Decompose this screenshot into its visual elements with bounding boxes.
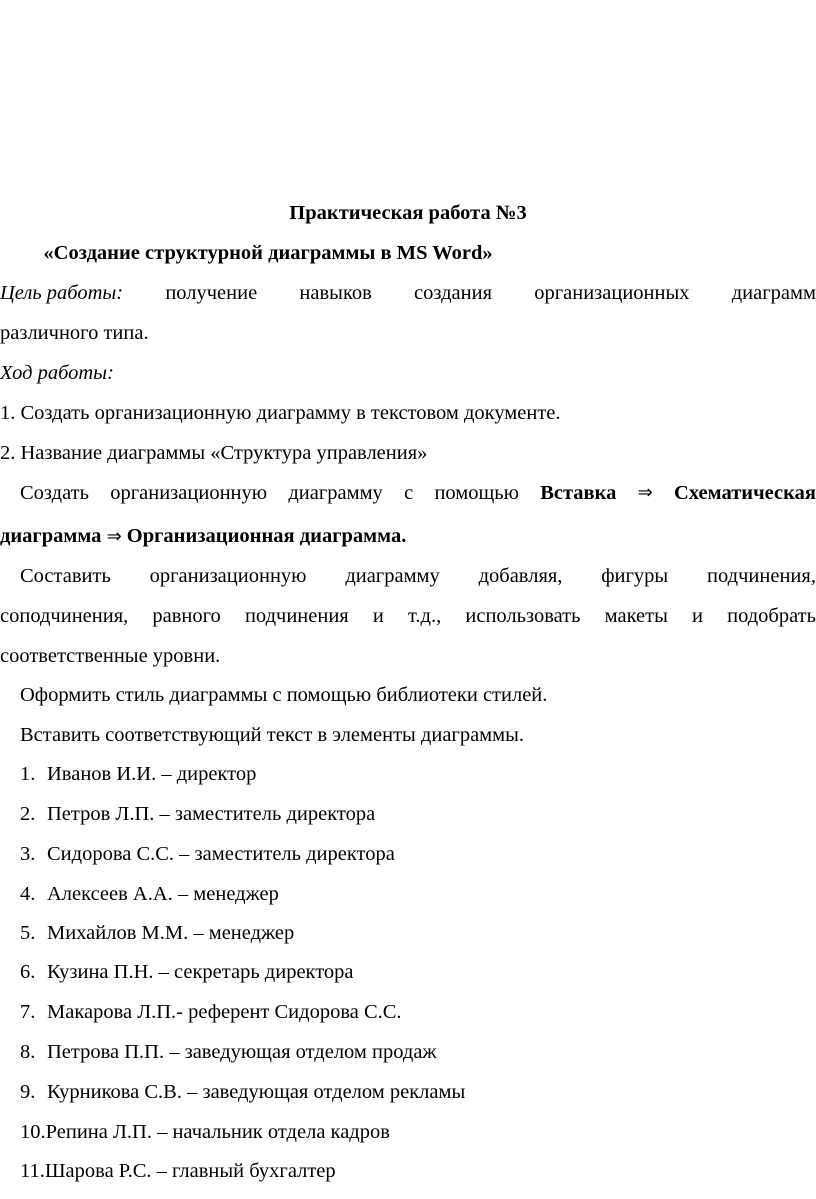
goal-word: навыков	[299, 282, 372, 304]
para2-word: подобрать	[727, 605, 816, 627]
list-text: Сидорова С.С. – заместитель директора	[47, 843, 395, 865]
list-text: Михайлов М.М. – менеджер	[47, 922, 295, 944]
list-text: Петров Л.П. – заместитель директора	[47, 803, 376, 825]
list-text: Кузина П.Н. – секретарь директора	[47, 961, 354, 983]
list-number: 8.	[20, 1041, 36, 1063]
goal-word: создания	[414, 282, 492, 304]
list-item	[20, 957, 354, 987]
list-item	[20, 1077, 465, 1107]
list-text: Иванов И.И. – директор	[47, 763, 257, 785]
list-number: 9.	[20, 1081, 36, 1103]
list-item	[20, 879, 279, 909]
list-number: 10.	[20, 1121, 46, 1143]
goal-line-1	[0, 278, 816, 308]
list-number: 2.	[20, 803, 36, 825]
list-text: Макарова Л.П.- референт Сидорова С.С.	[47, 1001, 402, 1023]
goal-label: Цель работы:	[0, 282, 124, 304]
list-number: 6.	[20, 961, 36, 983]
para4: Вставить соответствующий текст в элементы диаграммы.	[20, 724, 525, 746]
para2-word: и	[692, 605, 703, 627]
para1-word: Создать	[20, 482, 89, 504]
para2-word: т.д.,	[408, 605, 442, 627]
para2-word: диаграмму	[345, 565, 440, 587]
para2-word: организационную	[149, 565, 307, 587]
arrow-icon: ⇒	[106, 526, 122, 547]
para3: Оформить стиль диаграммы с помощью библиотеки стилей.	[20, 684, 548, 706]
list-item	[20, 1156, 336, 1186]
para2-line-3: соответственные уровни.	[0, 645, 221, 667]
list-number: 5.	[20, 922, 36, 944]
para1-line-1	[20, 478, 816, 508]
para2-line-2	[0, 601, 816, 631]
list-item	[20, 1037, 437, 1067]
para2-word: макеты	[604, 605, 668, 627]
list-text: Курникова С.В. – заведующая отделом рекламы	[47, 1081, 466, 1103]
para1-word: диаграмму	[288, 482, 383, 504]
menu-path-schematic: Схематическая	[674, 482, 816, 504]
menu-path-insert: Вставка	[540, 482, 617, 504]
step-1: 1. Создать организационную диаграмму в текстовом документе.	[0, 402, 561, 424]
list-text: Петрова П.П. – заведующая отделом продаж	[47, 1041, 437, 1063]
para1-word: организационную	[110, 482, 268, 504]
menu-path-diagram: диаграмма	[0, 525, 102, 547]
list-item	[20, 799, 375, 829]
list-number: 3.	[20, 843, 36, 865]
para2-word: подчинения	[244, 605, 349, 627]
list-item	[20, 839, 395, 869]
step-2: 2. Название диаграммы «Структура управления»	[0, 442, 428, 464]
goal-line-2: различного типа.	[0, 322, 149, 344]
para2-word: Составить	[20, 565, 111, 587]
para2-word: использовать	[465, 605, 581, 627]
para2-word: фигуры	[601, 565, 669, 587]
para1-word: помощью	[434, 482, 519, 504]
list-text: Алексеев А.А. – менеджер	[47, 883, 279, 905]
list-item	[20, 759, 256, 789]
para2-word: подчинения,	[707, 565, 816, 587]
goal-word: организационных	[534, 282, 690, 304]
goal-word: получение	[165, 282, 258, 304]
progress-label: Ход работы:	[0, 362, 114, 384]
goal-word: диаграмм	[731, 282, 816, 304]
list-text: Шарова Р.С. – главный бухгалтер	[44, 1160, 336, 1182]
document-title: Практическая работа №3	[289, 202, 527, 224]
para2-line-1	[20, 561, 816, 591]
para1-word: с	[404, 482, 414, 504]
list-text: Репина Л.П. – начальник отдела кадров	[45, 1121, 390, 1143]
list-item	[20, 918, 294, 948]
para1-line-2	[0, 521, 816, 551]
para2-word: добавляя,	[478, 565, 563, 587]
para2-word: равного	[152, 605, 221, 627]
menu-path-org-diagram: Организационная диаграмма.	[126, 525, 407, 547]
arrow-icon: ⇒	[637, 482, 653, 503]
list-number: 7.	[20, 1001, 36, 1023]
list-number: 1.	[20, 763, 36, 785]
list-item	[20, 1117, 390, 1147]
para2-word: и	[372, 605, 384, 627]
list-item	[20, 997, 402, 1027]
document-subtitle: «Создание структурной диаграммы в MS Word»	[43, 242, 493, 264]
list-number: 4.	[20, 883, 36, 905]
para2-word: соподчинения,	[0, 605, 129, 627]
list-number: 11.	[20, 1160, 45, 1182]
